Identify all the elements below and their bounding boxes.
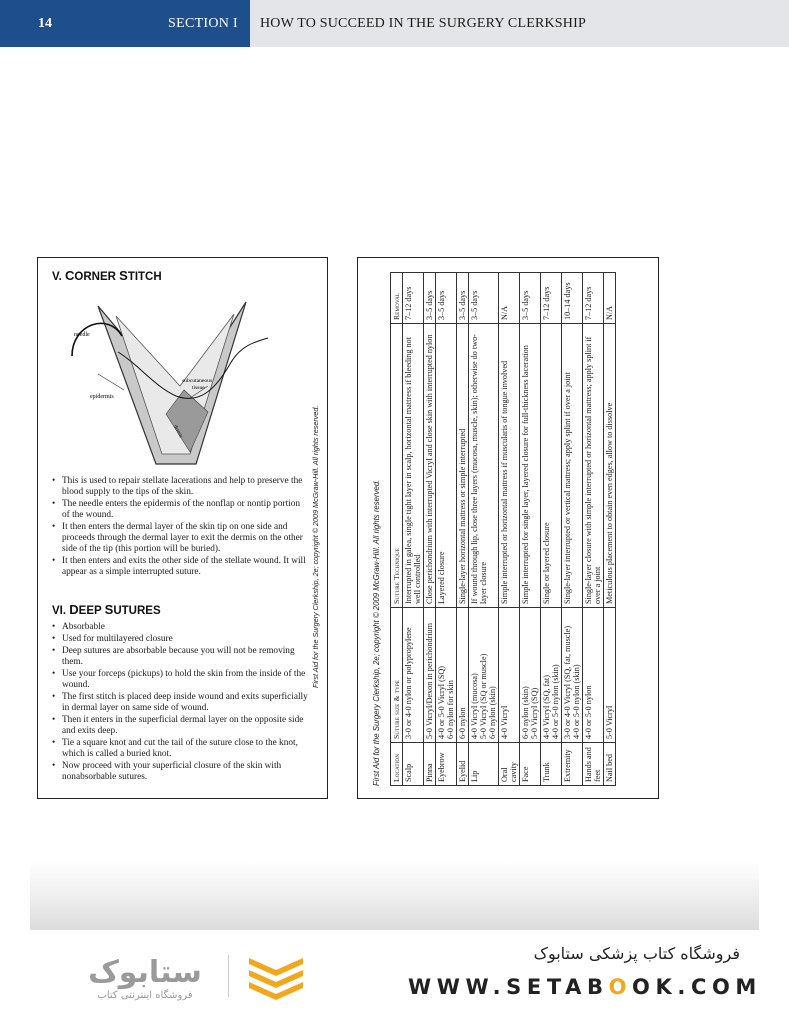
- label-epidermis: epidermis: [90, 394, 114, 400]
- table-cell: Interrupted in galea, single tight layer in scalp, horizontal mattress if bleeding not well controlled: [403, 324, 424, 608]
- deep-sutures-heading: [52, 602, 161, 617]
- table-cell: Lip: [469, 743, 499, 786]
- table-cell: 7–12 days: [541, 273, 562, 324]
- table-cell: N/A: [499, 273, 520, 324]
- list-item: • The first stitch is placed deep inside wound and exits superficially in dermal layer on same side of wound.: [52, 692, 310, 714]
- heading-rest: EEP: [78, 605, 105, 617]
- list-item: • The needle enters the epidermis of the nonflap or nontip portion of the wound.: [52, 499, 310, 521]
- table-row: [424, 273, 436, 786]
- table-cell: Eyebrow: [436, 743, 457, 786]
- heading-cap: D: [69, 602, 79, 617]
- corner-stitch-card: [37, 257, 328, 799]
- footer-shade: [30, 862, 759, 930]
- table-cell: 6-0 nylon (skin) 5-0 Vicryl (SQ): [520, 608, 541, 743]
- table-cell: 4-0 or 5-0 Vicryl (SQ) 6-0 nylon for skin: [436, 608, 457, 743]
- table-cell: Simple interrupted for single layer, layered closure for full-thickness laceration: [520, 324, 541, 608]
- table-cell: 3-0 or 4-0 nylon or polypropylene: [403, 608, 424, 743]
- list-item: • It then enters the dermal layer of the skin tip on one side and proceeds through the dermal layer to exit the dermis on the other side of the tip (this portion will be buried).: [52, 522, 310, 555]
- url-part1: WWW.SETAB: [408, 975, 609, 999]
- page-header: [0, 0, 789, 47]
- column-header: Location: [391, 743, 403, 786]
- corner-stitch-credit: First Aid for the Surgery Clerkship, 2e; copyright © 2009 McGraw-Hill. All rights reserved.: [311, 405, 320, 688]
- table-cell: Scalp: [403, 743, 424, 786]
- list-item: • Then it enters in the superficial dermal layer on the opposite side and exits deep.: [52, 715, 310, 737]
- heading-numeral: VI.: [52, 605, 67, 617]
- list-item: • It then enters and exits the other side of the stellate wound. It will appear as a simple interrupted suture.: [52, 556, 310, 578]
- table-row: [436, 273, 457, 786]
- url-part2: OK.COM: [632, 975, 762, 999]
- column-header: Removal: [391, 273, 403, 324]
- table-cell: Hands and feet: [583, 743, 604, 786]
- table-row: [541, 273, 562, 786]
- heading-numeral: V.: [52, 271, 62, 283]
- book-stack-icon: [245, 950, 307, 1002]
- logo-divider: [228, 955, 229, 997]
- page-number: 14: [38, 16, 52, 31]
- table-cell: 10–14 days: [562, 273, 583, 324]
- table-cell: 3–5 days: [424, 273, 436, 324]
- label-tissue: tissue: [192, 385, 205, 391]
- table-row: [457, 273, 469, 786]
- table-row: [562, 273, 583, 786]
- table-cell: N/A: [604, 273, 616, 324]
- list-item: • Use your forceps (pickups) to hold the skin from the inside of the wound.: [52, 669, 310, 691]
- table-cell: Single-layer interrupted or vertical mattress; apply splint if over a joint: [562, 324, 583, 608]
- label-subcutaneous: subcutaneous: [182, 378, 213, 384]
- table-cell: Face: [520, 743, 541, 786]
- table-cell: 4-0 Vicryl (mucosa) 5-0 Vicryl (SQ or muscle) 6-0 nylon (skin): [469, 608, 499, 743]
- column-header: Suture Technique: [391, 324, 403, 608]
- table-cell: If wound through lip, close three layers (mucosa, muscle, skin); otherwise do two-layer closure: [469, 324, 499, 608]
- table-cell: 3–5 days: [436, 273, 457, 324]
- table-cell: 4-0 Vicryl: [499, 608, 520, 743]
- table-cell: 3-0 or 4-0 Vicryl (SQ, fat, muscle) 4-0 or 5-0 nylon (skin): [562, 608, 583, 743]
- heading-rest2: UTURES: [113, 605, 161, 617]
- label-dermis: dermis: [172, 424, 184, 439]
- table-credit: First Aid for the Surgery Clerkship, 2e; copyright © 2009 McGraw-Hill. All rights reserved.: [372, 479, 381, 786]
- table-cell: Trunk: [541, 743, 562, 786]
- corner-stitch-heading: [52, 268, 162, 283]
- table-cell: 3–5 days: [457, 273, 469, 324]
- heading-rest: ORNER: [74, 271, 120, 283]
- heading-cap2: S: [119, 268, 128, 283]
- suture-table: [390, 272, 616, 786]
- table-cell: Layered closure: [436, 324, 457, 608]
- list-item: • Absorbable: [52, 622, 310, 633]
- store-url[interactable]: [408, 975, 762, 999]
- table-cell: 7–12 days: [583, 273, 604, 324]
- table-cell: Simple interrupted or horizontal mattress if muscularis of tongue involved: [499, 324, 520, 608]
- table-cell: Single-layer closure with simple interrupted or horizontal mattress; apply splint if over a joint: [583, 324, 604, 608]
- heading-cap2: S: [104, 602, 114, 617]
- label-needle: needle: [74, 332, 90, 338]
- logo-tagline: فروشگاه اینترنتی کتاب: [97, 990, 193, 1001]
- table-cell: 4-0 Vicryl (SQ, fat) 4-0 or 5-0 nylon (skin): [541, 608, 562, 743]
- table-body: [403, 273, 616, 786]
- section-label: SECTION I: [168, 16, 238, 31]
- list-item: • Deep sutures are absorbable because you will not be removing them.: [52, 646, 310, 668]
- table-cell: Eyelid: [457, 743, 469, 786]
- url-o: O: [608, 975, 633, 999]
- table-row: [499, 273, 520, 786]
- table-cell: 4-0 or 5-0 nylon: [583, 608, 604, 743]
- list-item: • This is used to repair stellate lacerations and help to preserve the blood supply to the tips of the skin.: [52, 476, 310, 498]
- corner-stitch-diagram: [58, 294, 288, 474]
- table-cell: Extremity: [562, 743, 583, 786]
- corner-stitch-bullets: [52, 476, 310, 579]
- table-cell: 5-0 Vicryl: [604, 608, 616, 743]
- logo-wordmark: [70, 950, 220, 990]
- table-row: [469, 273, 499, 786]
- column-header: Suture size & type: [391, 608, 403, 743]
- table-cell: Meticulous placement to obtain even edges, allow to dissolve: [604, 324, 616, 608]
- heading-rest2: TITCH: [127, 271, 162, 283]
- store-name: فروشگاه کتاب پزشکی ستابوک: [533, 944, 740, 963]
- logo-wordmark-text: ستابوک: [88, 955, 202, 990]
- header-left-band: [0, 0, 250, 47]
- table-row: [403, 273, 424, 786]
- table-header-row: [391, 273, 403, 786]
- list-item: • Tie a square knot and cut the tail of the suture close to the knot, which is called a buried knot.: [52, 738, 310, 760]
- table-cell: Pinna: [424, 743, 436, 786]
- table-cell: 7–12 days: [403, 273, 424, 324]
- table-cell: Single-layer horizontal mattress or simple interrupted: [457, 324, 469, 608]
- heading-cap: C: [65, 268, 75, 283]
- table-cell: 5-0 Vicryl/Dexon in perichondrium: [424, 608, 436, 743]
- rotated-table-wrapper: [358, 258, 659, 799]
- list-item: • Now proceed with your superficial closure of the skin with nonabsorbable sutures.: [52, 761, 310, 783]
- table-cell: Nail bed: [604, 743, 616, 786]
- table-cell: Close perichondrium with interrupted Vicryl and close skin with interrupted nylon: [424, 324, 436, 608]
- table-cell: 6-0 nylon: [457, 608, 469, 743]
- list-item: • Used for multilayered closure: [52, 634, 310, 645]
- table-row: [520, 273, 541, 786]
- chapter-title: HOW TO SUCCEED IN THE SURGERY CLERKSHIP: [260, 16, 586, 31]
- suture-table-card: [357, 257, 659, 799]
- deep-sutures-bullets: [52, 622, 310, 784]
- table-row: [604, 273, 616, 786]
- table-cell: Single or layered closure: [541, 324, 562, 608]
- table-cell: Oral cavity: [499, 743, 520, 786]
- table-cell: 3–5 days: [469, 273, 499, 324]
- table-row: [583, 273, 604, 786]
- table-cell: 3–5 days: [520, 273, 541, 324]
